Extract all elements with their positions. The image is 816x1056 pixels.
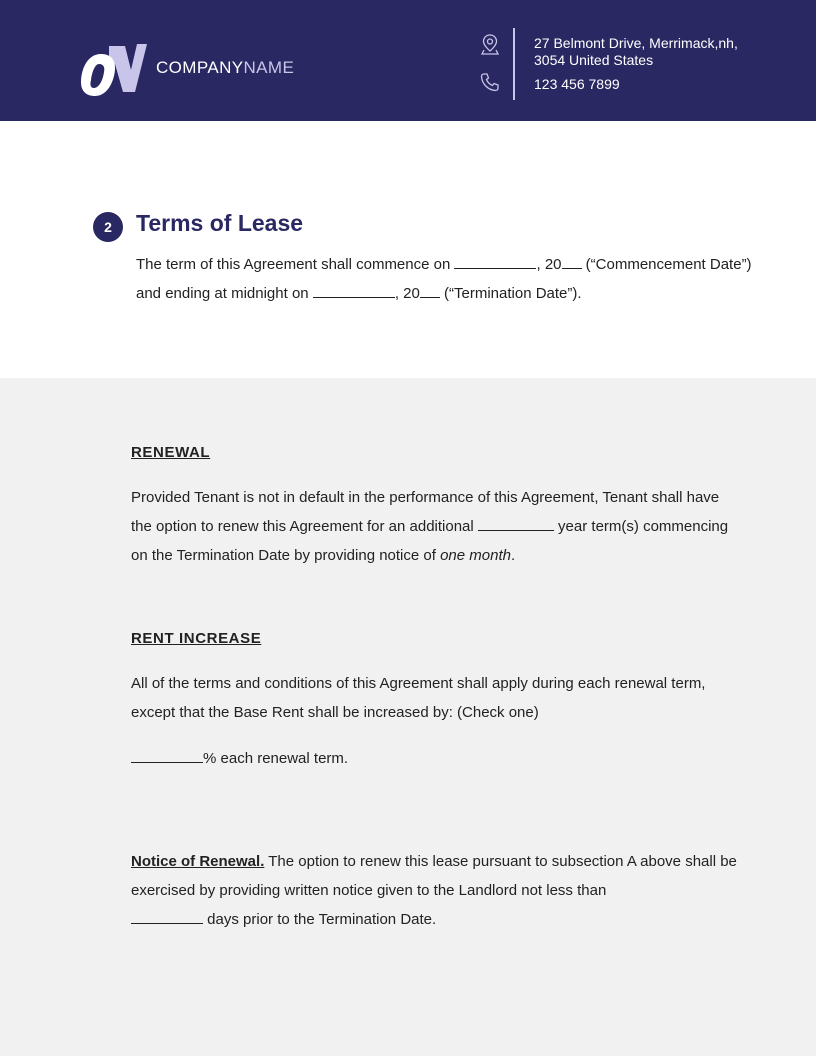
location-pin-icon	[480, 33, 500, 55]
commencement-date-blank[interactable]	[454, 255, 536, 269]
section-title: Terms of Lease	[136, 210, 304, 236]
termination-date-blank[interactable]	[313, 284, 395, 298]
notice-paragraph: Notice of Renewal. The option to renew this lease pursuant to subsection A above shall be exercised by providing written notice given to the Landlord not less than days prior to the Termination Date.	[131, 853, 737, 928]
termination-year-blank[interactable]	[420, 284, 440, 298]
company-logo-icon	[79, 40, 149, 98]
percent-blank[interactable]	[131, 749, 203, 763]
renewal-paragraph: Provided Tenant is not in default in the performance of this Agreement, Tenant shall have the option to renew this Agreement for an additional year term(s) commencing on the Termination Date by providing notice of one month.	[131, 489, 729, 564]
commencement-year-blank[interactable]	[562, 255, 582, 269]
notice-days-blank[interactable]	[131, 910, 203, 924]
company-name: COMPANYNAME	[156, 58, 295, 77]
renewal-heading: RENEWAL	[131, 444, 211, 461]
header	[0, 0, 816, 121]
renewal-years-blank[interactable]	[478, 517, 554, 531]
header-divider	[513, 28, 515, 100]
phone-number: 123 456 7899	[534, 76, 620, 92]
terms-paragraph: The term of this Agreement shall commence on , 20 (“Commencement Date”) and ending at midnight on , 20 (“Termination Date”).	[136, 256, 752, 302]
rent-increase-heading: RENT INCREASE	[131, 630, 262, 647]
phone-icon	[480, 72, 500, 92]
rent-increase-option: % each renewal term.	[131, 744, 741, 773]
address: 27 Belmont Drive, Merrimack,nh, 3054 United States	[534, 35, 738, 68]
rent-increase-paragraph: All of the terms and conditions of this Agreement shall apply during each renewal term, except that the Base Rent shall be increased by: (Check one)	[131, 675, 706, 721]
notice-label: Notice of Renewal.	[131, 853, 265, 870]
section-number-badge: 2	[93, 212, 123, 242]
